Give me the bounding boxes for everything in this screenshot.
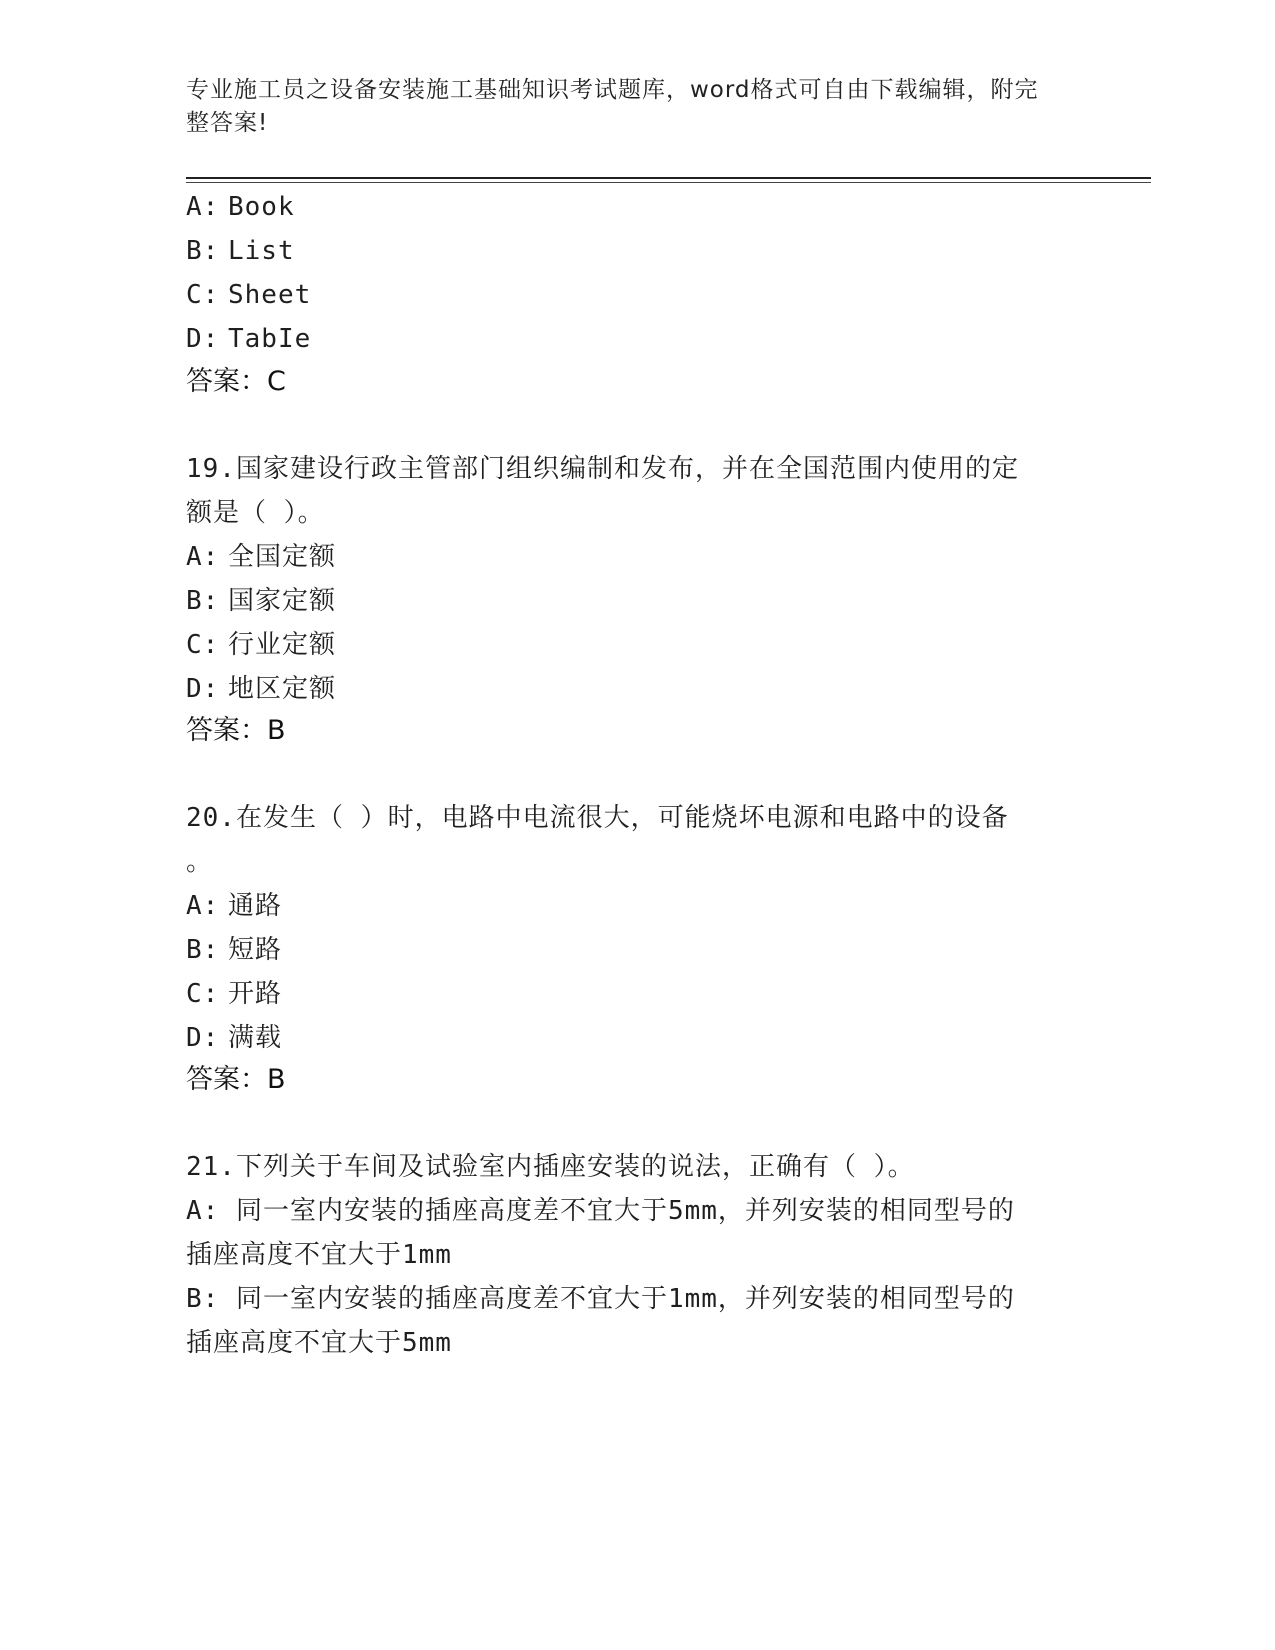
q18-answer: 答案：C [186, 366, 286, 397]
option-key: D: [186, 324, 220, 354]
header-rule-thin [186, 182, 1151, 183]
option-key: B: [186, 935, 220, 965]
header-rule-thick [186, 177, 1151, 179]
header-title-line-2: 整答案! [186, 110, 269, 136]
option-text: 行业定额 [228, 630, 337, 660]
option-key: C: [186, 280, 220, 310]
q19-stem-line-1: 19.国家建设行政主管部门组织编制和发布，并在全国范围内使用的定 [186, 454, 1019, 484]
q20-option-d [186, 1022, 282, 1054]
option-key: A: [186, 542, 220, 572]
q21-option-a-line-1: A: 同一室内安装的插座高度差不宜大于5mm，并列安装的相同型号的 [186, 1196, 1015, 1226]
q21-option-a-line-2: 插座高度不宜大于1mm [186, 1240, 452, 1270]
option-text: 国家定额 [228, 586, 337, 616]
option-key: C: [186, 979, 220, 1009]
q20-option-c [186, 978, 282, 1010]
q18-option-a [186, 191, 295, 223]
option-key: A: [186, 891, 220, 921]
q19-option-d [186, 673, 336, 705]
option-text: Book [228, 192, 295, 222]
q20-option-a [186, 890, 282, 922]
option-text: List [228, 236, 295, 266]
q20-stem-line-1: 20.在发生（ ）时，电路中电流很大，可能烧坏电源和电路中的设备 [186, 803, 1009, 833]
q19-option-c [186, 629, 336, 661]
option-key: B: [186, 586, 220, 616]
option-text: TabIe [228, 324, 312, 354]
q19-stem-line-2: 额是（ ）。 [186, 498, 325, 528]
option-text: 地区定额 [228, 674, 337, 704]
option-text: 全国定额 [228, 542, 337, 572]
option-key: D: [186, 1023, 220, 1053]
option-text: 开路 [228, 979, 283, 1009]
q21-stem-line-1: 21.下列关于车间及试验室内插座安装的说法，正确有（ ）。 [186, 1152, 915, 1182]
option-text: 通路 [228, 891, 283, 921]
option-key: B: [186, 236, 220, 266]
q19-option-a [186, 541, 336, 573]
option-key: C: [186, 630, 220, 660]
q19-option-b [186, 585, 336, 617]
header-title-line-1: 专业施工员之设备安装施工基础知识考试题库，word格式可自由下载编辑，附完 [186, 77, 1039, 103]
option-text: Sheet [228, 280, 312, 310]
q20-option-b [186, 934, 282, 966]
q19-answer: 答案：B [186, 715, 286, 746]
q20-stem-line-2: 。 [186, 847, 214, 877]
document-header [186, 74, 1066, 140]
q21-option-b-line-2: 插座高度不宜大于5mm [186, 1328, 452, 1358]
option-key: A: [186, 192, 220, 222]
option-text: 满载 [228, 1023, 283, 1053]
option-key: D: [186, 674, 220, 704]
q21-option-b-line-1: B: 同一室内安装的插座高度差不宜大于1mm，并列安装的相同型号的 [186, 1284, 1015, 1314]
option-text: 短路 [228, 935, 283, 965]
q18-option-d [186, 323, 311, 355]
q18-option-b [186, 235, 295, 267]
q20-answer: 答案：B [186, 1064, 286, 1095]
q18-option-c [186, 279, 311, 311]
